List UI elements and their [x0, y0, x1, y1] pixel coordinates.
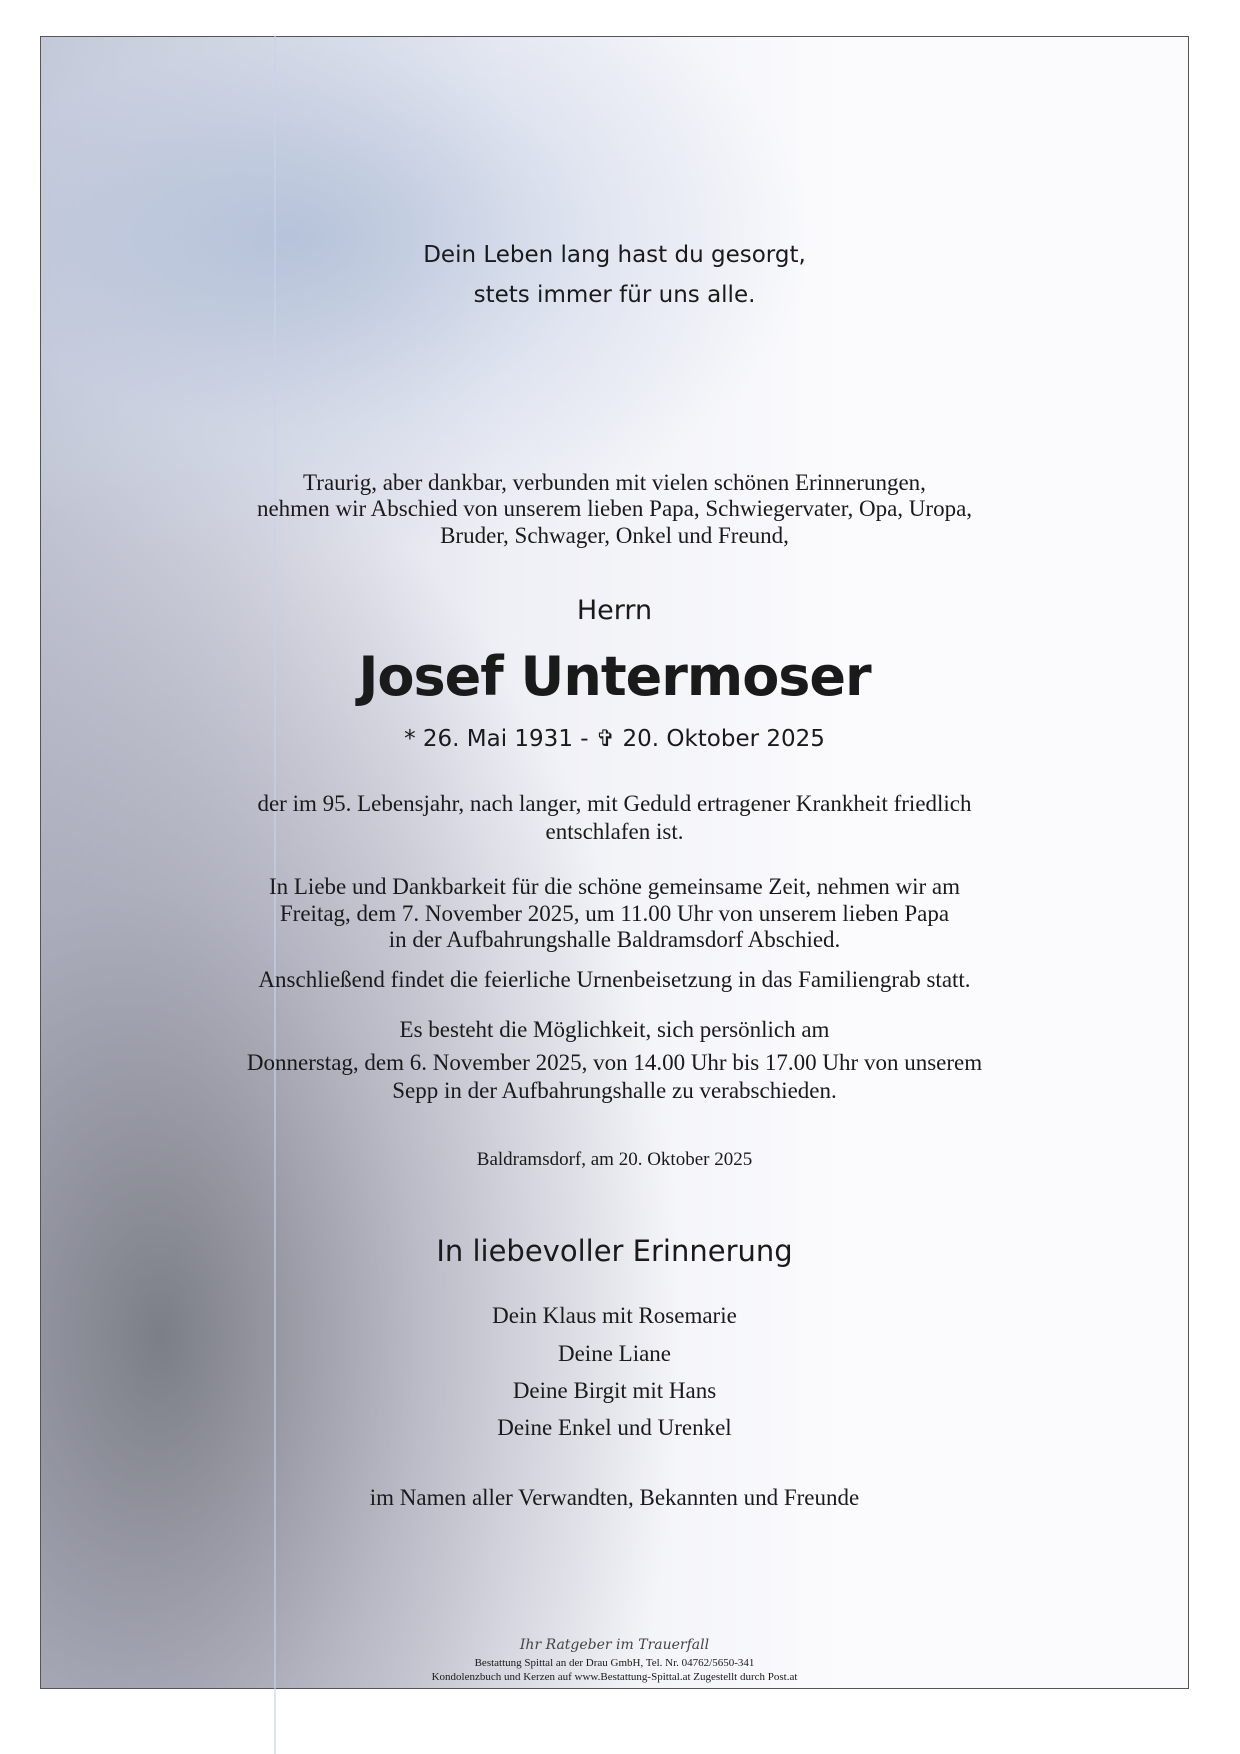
- deceased-name: Josef Untermoser: [358, 645, 871, 708]
- body-line: Donnerstag, dem 6. November 2025, von 14.00 Uhr bis 17.00 Uhr von unserem: [246, 1050, 983, 1075]
- body-line: Anschließend findet die feierliche Urnenbeisetzung in das Familiengrab statt.: [258, 967, 971, 992]
- body-line: in der Aufbahrungshalle Baldramsdorf Abschied.: [388, 927, 841, 952]
- body-line: entschlafen ist.: [545, 819, 684, 844]
- footer-slogan: Ihr Ratgeber im Trauerfall: [519, 1637, 710, 1653]
- verse-line: stets immer für uns alle.: [473, 282, 756, 308]
- life-dates: * 26. Mai 1931 - ✞ 20. Oktober 2025: [404, 726, 825, 752]
- closing-line: im Namen aller Verwandten, Bekannten und Freunde: [369, 1485, 860, 1510]
- body-line: In Liebe und Dankbarkeit für die schöne gemeinsame Zeit, nehmen wir am: [268, 874, 961, 899]
- body-line: Es besteht die Möglichkeit, sich persönlich am: [399, 1017, 830, 1042]
- salutation: Herrn: [576, 595, 653, 626]
- footer-company: Bestattung Spittal an der Drau GmbH, Tel. Nr. 04762/5650-341: [474, 1657, 755, 1669]
- footer-info: Kondolenzbuch und Kerzen auf www.Bestattung-Spittal.at Zugestellt durch Post.at: [431, 1671, 798, 1683]
- mourner: Deine Enkel und Urenkel: [497, 1415, 732, 1440]
- mourner: Deine Liane: [557, 1341, 672, 1366]
- intro-line: Bruder, Schwager, Onkel und Freund,: [440, 523, 789, 548]
- body-line: Freitag, dem 7. November 2025, um 11.00 Uhr von unserem lieben Papa: [279, 901, 950, 926]
- memory-heading: In liebevoller Erinnerung: [436, 1234, 793, 1268]
- intro-line: nehmen wir Abschied von unserem lieben Papa, Schwiegervater, Opa, Uropa,: [256, 496, 973, 521]
- body-line: Sepp in der Aufbahrungshalle zu verabschieden.: [392, 1078, 837, 1103]
- place-date: Baldramsdorf, am 20. Oktober 2025: [476, 1149, 753, 1170]
- intro-line: Traurig, aber dankbar, verbunden mit vielen schönen Erinnerungen,: [303, 470, 926, 495]
- verse-line: Dein Leben lang hast du gesorgt,: [423, 242, 806, 268]
- body-line: der im 95. Lebensjahr, nach langer, mit Geduld ertragener Krankheit friedlich: [257, 791, 972, 816]
- mourner: Deine Birgit mit Hans: [512, 1378, 717, 1403]
- mourner: Dein Klaus mit Rosemarie: [492, 1303, 737, 1328]
